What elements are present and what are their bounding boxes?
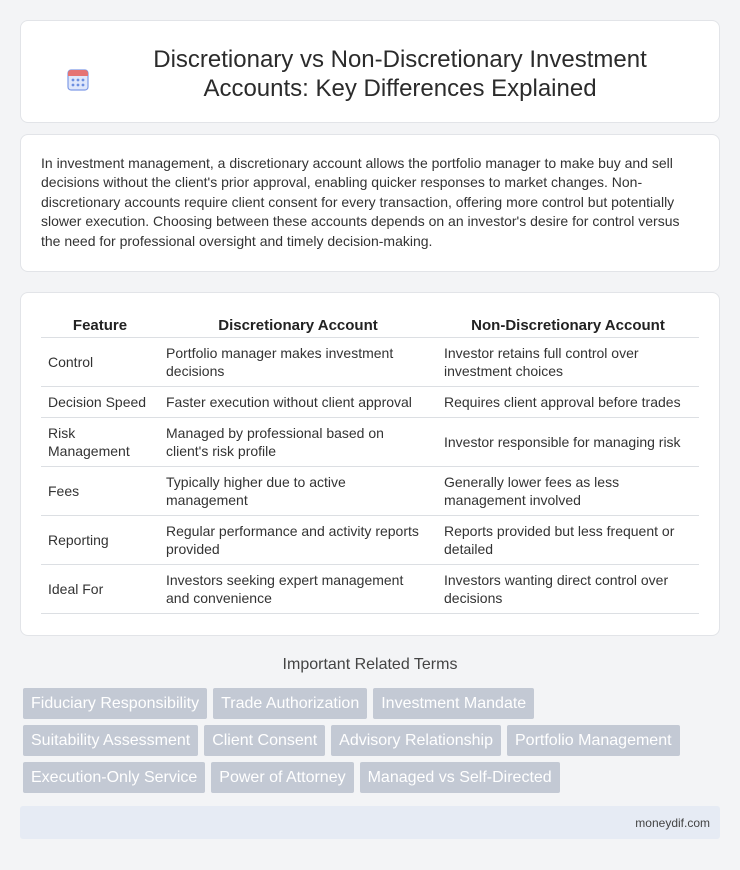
intro-card — [20, 134, 720, 272]
row-feature: Risk Management — [41, 417, 159, 466]
row-non-discretionary: Investors wanting direct control over decisions — [437, 564, 699, 613]
tag-execution-only-service[interactable]: Execution-Only Service — [23, 762, 205, 793]
row-discretionary: Regular performance and activity reports provided — [159, 515, 437, 564]
row-feature: Decision Speed — [41, 386, 159, 417]
footer-site[interactable]: moneydif.com — [635, 816, 710, 830]
page-title: Discretionary vs Non-Discretionary Investment Accounts: Key Differences Explained — [153, 46, 647, 102]
row-feature: Reporting — [41, 515, 159, 564]
row-discretionary: Typically higher due to active management — [159, 466, 437, 515]
row-feature: Fees — [41, 466, 159, 515]
row-feature: Control — [41, 337, 159, 386]
table-row — [41, 515, 699, 564]
tag-managed-vs-self-directed[interactable]: Managed vs Self-Directed — [360, 762, 560, 793]
row-non-discretionary: Investor responsible for managing risk — [437, 417, 699, 466]
tag-trade-authorization[interactable]: Trade Authorization — [213, 688, 367, 719]
row-discretionary: Investors seeking expert management and convenience — [159, 564, 437, 613]
header-feature: Feature — [41, 315, 159, 337]
row-non-discretionary: Requires client approval before trades — [437, 386, 699, 417]
row-discretionary: Managed by professional based on client's risk profile — [159, 417, 437, 466]
tag-portfolio-management[interactable]: Portfolio Management — [507, 725, 680, 756]
row-non-discretionary: Generally lower fees as less management involved — [437, 466, 699, 515]
tag-power-of-attorney[interactable]: Power of Attorney — [211, 762, 353, 793]
related-terms-heading: Important Related Terms — [282, 656, 458, 673]
comparison-card — [20, 292, 720, 636]
tag-advisory-relationship[interactable]: Advisory Relationship — [331, 725, 501, 756]
table-row — [41, 337, 699, 386]
table-row — [41, 564, 699, 613]
calendar-icon — [67, 67, 89, 91]
header-non-discretionary: Non-Discretionary Account — [437, 315, 699, 337]
tag-suitability-assessment[interactable]: Suitability Assessment — [23, 725, 198, 756]
table-row — [41, 417, 699, 466]
table-row — [41, 386, 699, 417]
intro-paragraph: In investment management, a discretionary account allows the portfolio manager to make buy and sell decisions without the client's prior approval, enabling quicker responses to market changes. Non-discretionary accounts require client consent for every transaction, offering more control but potentially slower execution. Choosing between these accounts depends on an investor's desire for control versus the need for professional oversight and timely decision-making. — [41, 155, 680, 249]
row-discretionary: Faster execution without client approval — [159, 386, 437, 417]
row-non-discretionary: Reports provided but less frequent or detailed — [437, 515, 699, 564]
table-header-row — [41, 315, 699, 337]
footer — [20, 806, 720, 839]
row-non-discretionary: Investor retains full control over investment choices — [437, 337, 699, 386]
tag-investment-mandate[interactable]: Investment Mandate — [373, 688, 534, 719]
comparison-table — [41, 315, 699, 614]
row-feature: Ideal For — [41, 564, 159, 613]
table-row — [41, 466, 699, 515]
header-discretionary: Discretionary Account — [159, 315, 437, 337]
tag-fiduciary-responsibility[interactable]: Fiduciary Responsibility — [23, 688, 207, 719]
tag-client-consent[interactable]: Client Consent — [204, 725, 325, 756]
row-discretionary: Portfolio manager makes investment decisions — [159, 337, 437, 386]
title-card — [20, 20, 720, 123]
related-terms-list — [20, 688, 720, 799]
